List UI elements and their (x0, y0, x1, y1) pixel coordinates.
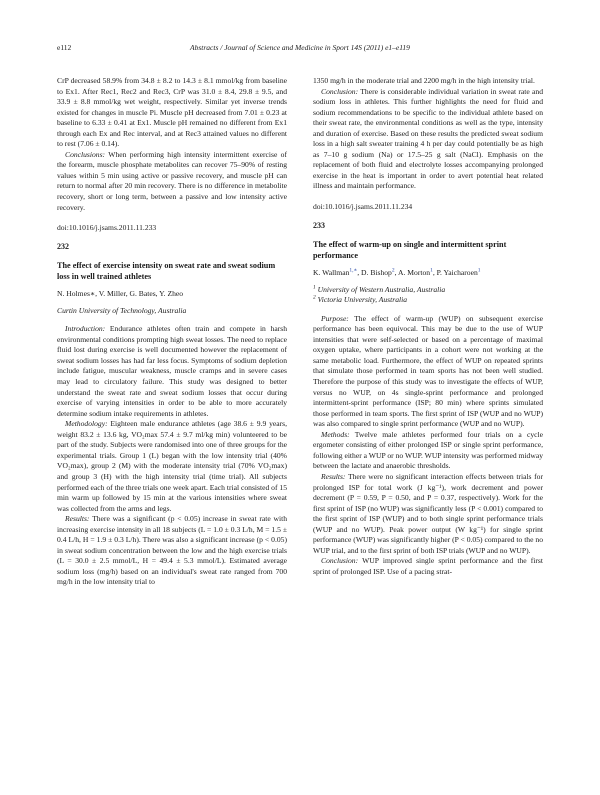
author-list: N. Holmes∗, V. Miller, G. Bates, Y. Zheo (57, 289, 184, 299)
results-paragraph (313, 472, 543, 556)
affiliation (313, 285, 543, 296)
author-superscript[interactable]: 2 (391, 267, 395, 274)
doi-link[interactable]: doi:10.1016/j.jsams.2011.11.233 (57, 223, 157, 233)
methods-paragraph (313, 430, 543, 472)
author-superscript[interactable]: 1,∗ (349, 267, 358, 274)
page-number: e112 (57, 43, 72, 52)
conclusions-text: When performing high intensity intermittent exercise of the forearm, muscle phosphate metabolites can recover 75–90% of resting values within 5 min using active or passive recovery, and muscle pH can return to normal after 20 min recovery. There is no difference in metabolite recovery, short or long term, between a passive and low intensity active recovery. (57, 149, 287, 212)
affiliation-marker: 2 (313, 294, 316, 301)
methodology-label: Methodology: (65, 419, 108, 429)
purpose-label: Purpose: (321, 313, 349, 323)
methods-label: Methods: (321, 429, 350, 439)
results-label: Results: (65, 514, 90, 524)
affiliation: Curtin University of Technology, Australia (57, 305, 187, 315)
conclusion-label: Conclusion: (321, 86, 359, 96)
author-superscript[interactable]: 1 (430, 267, 433, 274)
introduction-text: Endurance athletes often train and compete in harsh environmental conditions prompting high sweat losses. The need to replace fluid lost during exercise is well documented however the replacement of sweat sodium losses has had far less focus. Symptoms of sodium depletion include fatigue, muscular weakness, muscle cramps and in severe cases may lead to circulatory failure. This study was designed to better understand the sweat rate and sweat sodium losses that occur during exercise of varying intensities in order to be able to more accurately determine sodium intake requirements in athletes. (57, 324, 287, 418)
author-name: , D. Bishop (357, 268, 392, 278)
results-paragraph (57, 514, 287, 588)
results-text: There was a significant (p < 0.05) increase in sweat rate with increasing exercise intensity in all 18 subjects (L = 1.0 ± 0.3 L/h, M = 1.5 ± 0.4 L/h, H = 1.9 ± 0.3 L/h). There was also a significant increase (p < 0.05) in sweat sodium concentration between the low and the high exercise trials (L = 30.0 ± 2.5 mmol/L, H = 49.4 ± 5.3 mmol/L). Estimated average sodium loss (mg/h) based on an individual's sweat rate ranged from 700 mg/h in the low intensity trial to (57, 514, 287, 587)
running-header (57, 43, 543, 55)
continued-results-paragraph: CrP decreased 58.9% from 34.8 ± 8.2 to 14.3 ± 8.1 mmol/kg from baseline to Ex1. After Rec1, Rec2 and Rec3, CrP was 31.0 ± 8.4, 29.8 ± 9.5, and 33.9 ± 8.8 mmol/kg wet weight, respectively. Similar yet inverse trends existed for changes in muscle Pi. Muscle pH decreased from 7.01 ± 0.23 at baseline to 6.33 ± 0.41 at Ex1. Muscle pH remained no different from Ex1 through each Ex and Rec interval, and at Rec3 attained values no different to rest (7.06 ± 0.14). (57, 76, 287, 149)
author-name: , P. Yaicharoen (432, 268, 478, 278)
author-name: , A. Morton (394, 268, 431, 278)
conclusions-label: Conclusions: (65, 149, 106, 159)
conclusion-text: WUP improved single sprint performance and the first sprint of prolonged ISP. Use of a pacing strat- (313, 556, 543, 576)
conclusion-paragraph (313, 556, 543, 577)
introduction-label: Introduction: (65, 324, 106, 334)
conclusion-label: Conclusion: (321, 556, 359, 566)
results-text: There were no significant interaction effects between trials for prolonged ISP for total work (J kg⁻¹), work decrement and power decrement (P = 0.59, P = 0.50, and P = 0.37, respectively). Work for the first sprint of ISP (no WUP) was significantly less (P < 0.001) compared to the first sprint of ISP (WUP) and to both single sprint performance trials (WUP and no WUP). Peak power output (W kg⁻¹) for single sprint performance (WUP) was significantly higher (P < 0.05) compared to the no WUP trial, and to the first sprint of both ISP trials (WUP and no WUP). (313, 471, 543, 555)
author-list (313, 268, 543, 279)
abstract-number: 232 (57, 241, 69, 251)
abstract-title: The effect of warm-up on single and intermittent sprint performance (313, 240, 507, 261)
methodology-text: Eighteen male endurance athletes (age 38.6 ± 9.9 years, weight 83.2 ± 13.6 kg, VO₂max 57.4 ± 9.7 ml/kg min) volunteered to be part of the study. Subjects were randomised into one of three groups for the experimental trials. Group 1 (L) began with the low intensity trial (40% VO₂max), group 2 (M) with the moderate intensity trial (70% VO₂max) and group 3 (H) with the high intensity trial (time trial). All subjects performed each of the three trials one week apart. Each trial consisted of 15 min warm up followed by 15 min at the various intensities where sweat was collected from the arms and legs. (57, 419, 287, 513)
conclusion-paragraph (313, 87, 543, 192)
affiliation-text: University of Western Australia, Australia (315, 284, 446, 294)
affiliation (313, 295, 543, 306)
results-label: Results: (321, 471, 346, 481)
affiliation-text: Victoria University, Australia (315, 295, 408, 305)
journal-title: Abstracts / Journal of Science and Medicine in Sport 14S (2011) e1–e119 (190, 43, 410, 52)
doi-link[interactable]: doi:10.1016/j.jsams.2011.11.234 (313, 202, 413, 212)
introduction-paragraph (57, 324, 287, 419)
continued-results-paragraph: 1350 mg/h in the moderate trial and 2200 mg/h in the high intensity trial. (313, 76, 535, 85)
affiliation-marker: 1 (313, 284, 316, 291)
right-column (313, 76, 543, 577)
methods-text: Twelve male athletes performed four trials on a cycle ergometer consisting of either prolonged ISP or single sprint performance, following either a WUP or no WUP. WUP intensity was performed midway between the lactate and anaerobic thresholds. (313, 429, 543, 471)
abstract-number: 233 (313, 220, 325, 230)
conclusion-text: There is considerable individual variation in sweat rate and sodium loss in athletes. This further highlights the need for fluid and sodium recommendations to be specific to the individual athlete based on their sweat rate, the environmental conditions as well as the type, intensity and duration of exercise. Based on these results the predicted sweat sodium loss in a high salt sweater training 4 h per day could potentially be as high as 7–10 g sodium (Na) or 17.5–25 g salt (NaCl). Emphasis on the replacement of both fluid and electrolyte losses accompanying prolonged exercise in the heat is important in order to avert potential heat related illness and maintain performance. (313, 86, 543, 191)
methodology-paragraph (57, 419, 287, 514)
author-superscript[interactable]: 1 (477, 267, 481, 274)
conclusions-paragraph (57, 150, 287, 213)
purpose-paragraph (313, 314, 543, 430)
author-name: K. Wallman (313, 268, 350, 278)
purpose-text: The effect of warm-up (WUP) on subsequent exercise performance has been equivocal. This may be due to the use of WUP intensities that were self-selected or based on a percentage of maximal oxygen uptake, where participants in a cohort were not working at the same metabolic load. Furthermore, the effect of WUP on repeated sprints that simulate those performed in team sports has not been well studied. Therefore the purpose of this study was to investigate the effects of WUP, versus no WUP, on 4s single-sprint performance and prolonged intermittent-sprint performance (ISP; 80 min) where sprints simulated those performed in team sports. The first sprint of ISP (WUP and no WUP) was also compared to single sprint performance (WUP and no WUP). (313, 313, 543, 429)
left-column (57, 76, 287, 588)
abstract-title: The effect of exercise intensity on sweat rate and sweat sodium loss in well trained athletes (57, 261, 276, 282)
